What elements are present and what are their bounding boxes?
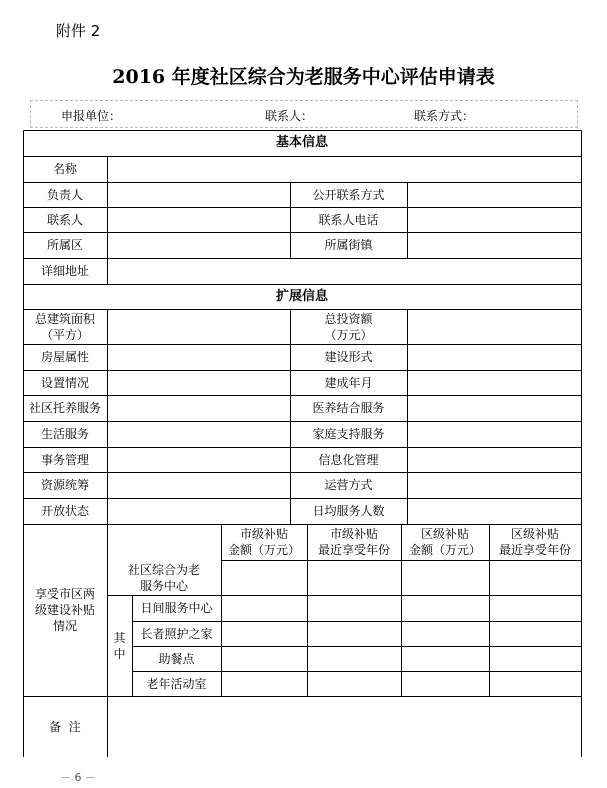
applicant-method-label: 联系方式： — [414, 109, 475, 123]
value-person-in-charge[interactable] — [107, 182, 290, 207]
value-address[interactable] — [107, 258, 581, 284]
value-affairs[interactable] — [107, 447, 290, 472]
row-community-center: 社区综合为老 服务中心 — [127, 562, 200, 593]
label-among: 其 中 — [113, 630, 126, 661]
applicant-contact-label: 联系人： — [265, 109, 314, 123]
value-operation[interactable] — [407, 472, 581, 498]
label-resources: 资源统筹 — [40, 478, 89, 492]
label-remarks: 备 注 — [49, 719, 81, 734]
label-daily-service: 日均服务人数 — [312, 504, 385, 518]
label-house-attr: 房屋属性 — [40, 350, 89, 364]
row-senior-activity-room: 老年活动室 — [146, 676, 207, 691]
value-setup[interactable] — [107, 370, 290, 395]
label-affairs: 事务管理 — [40, 452, 89, 467]
col-district-year: 区级补贴 最近享受年份 — [498, 527, 571, 557]
col-city-year: 市级补贴 最近享受年份 — [317, 527, 390, 557]
label-build-form: 建设形式 — [324, 350, 373, 364]
label-name: 名称 — [52, 162, 77, 176]
value-remarks[interactable] — [107, 696, 581, 757]
label-person-in-charge: 负责人 — [46, 187, 83, 202]
label-medical-care: 医养结合服务 — [312, 401, 385, 415]
col-city-amount: 市级补贴 金额（万元） — [227, 527, 300, 557]
value-name[interactable] — [107, 156, 581, 182]
value-street[interactable] — [407, 232, 581, 258]
value-house-attr[interactable] — [107, 344, 290, 370]
label-operation: 运营方式 — [324, 478, 373, 492]
label-build-year: 建成年月 — [324, 375, 373, 390]
value-build-year[interactable] — [407, 370, 581, 395]
row-elderly-care-home: 长者照护之家 — [140, 626, 213, 641]
value-district[interactable] — [107, 232, 290, 258]
value-contact-person[interactable] — [107, 207, 290, 232]
label-life-service: 生活服务 — [40, 427, 89, 441]
row-day-service-center: 日间服务中心 — [140, 601, 213, 615]
value-medical-care[interactable] — [407, 395, 581, 421]
label-district: 所属区 — [46, 238, 83, 252]
label-open-status: 开放状态 — [40, 504, 89, 518]
label-family-support: 家庭支持服务 — [312, 427, 385, 441]
applicant-row — [30, 100, 578, 128]
label-contact-person: 联系人 — [46, 212, 83, 227]
label-address: 详细地址 — [40, 264, 89, 278]
label-area: 总建筑面积 （平方） — [34, 311, 95, 342]
value-public-contact[interactable] — [407, 182, 581, 207]
value-community-care[interactable] — [107, 395, 290, 421]
value-life-service[interactable] — [107, 421, 290, 447]
value-investment[interactable] — [407, 309, 581, 344]
row-meal-point: 助餐点 — [158, 651, 195, 666]
value-daily-service[interactable] — [407, 498, 581, 524]
value-area[interactable] — [107, 309, 290, 344]
label-community-care: 社区托养服务 — [28, 401, 101, 415]
applicant-unit-label: 申报单位： — [61, 109, 122, 123]
label-public-contact: 公开联系方式 — [312, 187, 385, 202]
section-basic-info: 基本信息 — [275, 135, 328, 150]
value-family-support[interactable] — [407, 421, 581, 447]
label-setup: 设置情况 — [40, 375, 89, 390]
value-build-form[interactable] — [407, 344, 581, 370]
form-title: 2016 年度社区综合为老服务中心评估申请表 — [112, 66, 495, 88]
col-district-amount: 区级补贴 金额（万元） — [408, 527, 481, 557]
label-subsidy: 享受市区两 级建设补贴 情况 — [34, 587, 95, 633]
section-extended-info: 扩展信息 — [275, 288, 328, 304]
label-contact-phone: 联系人电话 — [318, 212, 379, 227]
value-resources[interactable] — [107, 472, 290, 498]
label-investment: 总投资额 （万元） — [324, 311, 373, 342]
attachment-label: 附件 2 — [56, 22, 101, 40]
value-contact-phone[interactable] — [407, 207, 581, 232]
label-informatization: 信息化管理 — [318, 452, 379, 467]
page-number: － 6 － — [60, 771, 96, 784]
label-street: 所属街镇 — [324, 238, 373, 252]
value-open-status[interactable] — [107, 498, 290, 524]
value-informatization[interactable] — [407, 447, 581, 472]
